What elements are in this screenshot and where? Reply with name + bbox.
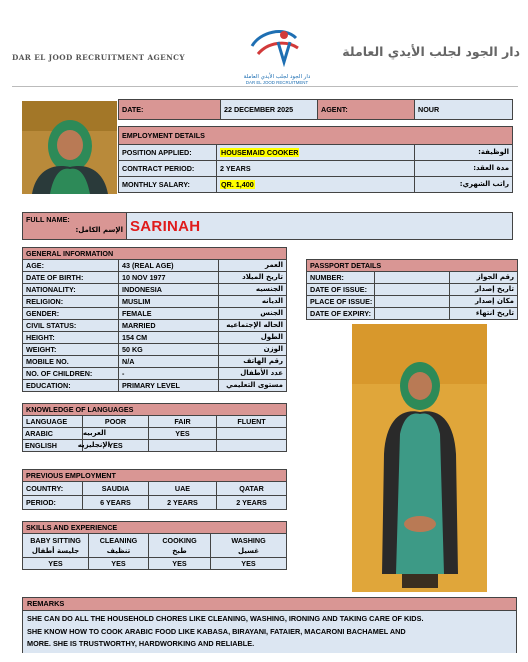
table-row [23,440,287,452]
lang-arabic-fluent [217,428,287,440]
previous-employment-table [22,469,287,510]
general-label-3: RELIGION: [23,296,119,308]
general-ar-7: الوزن [219,344,287,356]
general-ar-5: الحاله الإجتماعيه [219,320,287,332]
skill-babysitting-en: BABY SITTING [30,535,81,545]
general-label-2: NATIONALITY: [23,284,119,296]
skills-title: SKILLS AND EXPERIENCE [23,522,287,534]
salary-label: MONTHLY SALARY: [119,177,217,193]
period-2: 2 YEARS [149,496,217,510]
languages-title: KNOWLEDGE OF LANGUAGES [23,404,287,416]
skill-cooking-en: COOKING [162,535,197,545]
general-value-1: 10 NOV 1977 [119,272,219,284]
table-row [23,272,287,284]
lang-english-poor: YES [83,440,149,452]
employment-details-title: EMPLOYMENT DETAILS [119,127,513,145]
date-value: 22 DECEMBER 2025 [221,100,318,120]
applicant-photo-headshot [22,101,117,194]
lang-english-ar: الإنجليزيه [77,441,110,449]
lang-arabic-ar: العربيه [82,429,106,437]
salary-label-ar: راتب الشهري: [415,177,513,193]
applicant-photo-fullbody [352,324,487,592]
table-row [23,368,287,380]
full-name-label-cell [23,213,127,240]
table-row [23,482,287,496]
period-1: 6 YEARS [83,496,149,510]
general-ar-8: رقم الهاتف [219,356,287,368]
salary-value-cell [217,177,415,193]
table-row [307,296,518,308]
general-label-9: NO. OF CHILDREN: [23,368,119,380]
remarks-section [22,597,517,653]
passport-value-2 [375,296,450,308]
header-rule [12,86,518,87]
full-name-label-ar: الإسم الكامل: [75,226,123,234]
contract-value: 2 YEARS [217,161,415,177]
table-row [23,296,287,308]
lang-header-fair: FAIR [149,416,217,428]
passport-ar-1: تاريخ إصدار [450,284,518,296]
general-ar-10: مستوى التعليمي [219,380,287,392]
table-row [23,534,287,558]
period-3: 2 YEARS [217,496,287,510]
passport-value-3 [375,308,450,320]
date-agent-table [118,99,513,120]
table-row [23,260,287,272]
lang-arabic-fair: YES [149,428,217,440]
table-row [307,284,518,296]
general-ar-1: تاريخ الميلاد [219,272,287,284]
full-name-label: FULL NAME: [26,215,70,224]
general-ar-6: الطول [219,332,287,344]
skill-babysitting-ar: جليسة أطفال [31,546,80,555]
table-row [23,332,287,344]
general-ar-2: الجنسيه [219,284,287,296]
country-2: UAE [149,482,217,496]
lang-header-language: LANGUAGE [23,416,83,428]
table-row [307,272,518,284]
logo-icon [238,24,316,72]
general-label-1: DATE OF BIRTH: [23,272,119,284]
agency-name-en: DAR EL JOOD RECRUITMENT AGENCY [12,53,185,62]
remarks-line-3: MORE. SHE IS TRUSTWORTHY, HARDWORKING AND RELIABLE. [27,639,255,648]
skill-cleaning [89,534,149,558]
skill-cleaning-value: YES [89,558,149,570]
period-label: PERIOD: [23,496,83,510]
lang-header-fluent: FLUENT [217,416,287,428]
table-row [23,320,287,332]
skill-cleaning-ar: تنظيف [106,546,131,555]
lang-english-fair [149,440,217,452]
skill-cooking-ar: طبخ [172,546,187,555]
table-row [23,428,287,440]
position-label-ar: الوظيفة: [415,145,513,161]
passport-value-1 [375,284,450,296]
passport-value-0 [375,272,450,284]
table-row [23,380,287,392]
general-value-0: 43 (REAL AGE) [119,260,219,272]
country-3: QATAR [217,482,287,496]
full-name-value: SARINAH [127,213,513,240]
lang-english: ENGLISH [25,441,57,450]
lang-arabic: ARABIC [25,429,53,438]
passport-label-2: PLACE OF ISSUE: [307,296,375,308]
position-value: HOUSEMAID COOKER [221,148,299,157]
country-1: SAUDIA [83,482,149,496]
lang-english-cell [23,440,110,452]
languages-table [22,403,287,452]
salary-value: QR. 1,400 [221,180,254,189]
country-label: COUNTRY: [23,482,83,496]
general-value-8: N/A [119,356,219,368]
general-label-10: EDUCATION: [23,380,119,392]
general-label-0: AGE: [23,260,119,272]
passport-label-1: DATE OF ISSUE: [307,284,375,296]
general-ar-3: الديانه [219,296,287,308]
table-row [23,558,287,570]
remarks-line-2: SHE KNOW HOW TO COOK ARABIC FOOD LIKE KABASA, BIRAYANI, FATAIER, MACARONI BACHAMEL AND [27,626,406,636]
passport-table [306,259,518,320]
general-value-5: MARRIED [119,320,219,332]
contract-label: CONTRACT PERIOD: [119,161,217,177]
table-row [23,356,287,368]
remarks-line-1: SHE CAN DO ALL THE HOUSEHOLD CHORES LIKE CLEANING, WASHING, IRONING AND TAKING CARE OF KIDS. [27,614,424,623]
skill-washing [211,534,287,558]
full-name-table [22,212,513,240]
passport-ar-3: تاريخ انتهاء [450,308,518,320]
date-label: DATE: [119,100,221,120]
passport-ar-2: مكان إصدار [450,296,518,308]
remarks-body [23,611,516,653]
general-value-7: 50 KG [119,344,219,356]
lang-english-fluent [217,440,287,452]
agency-logo [238,24,316,86]
general-info-title: GENERAL INFORMATION [23,248,287,260]
skill-babysitting [23,534,89,558]
table-row [307,308,518,320]
general-ar-0: العمر [219,260,287,272]
general-value-4: FEMALE [119,308,219,320]
general-info-table [22,247,287,392]
passport-label-3: DATE OF EXPIRY: [307,308,375,320]
general-ar-4: الجنس [219,308,287,320]
agent-value: NOUR [415,100,513,120]
general-label-7: WEIGHT: [23,344,119,356]
passport-label-0: NUMBER: [307,272,375,284]
general-label-8: MOBILE NO. [23,356,119,368]
skill-cooking [149,534,211,558]
lang-header-poor: POOR [83,416,149,428]
table-row [23,344,287,356]
passport-ar-0: رقم الجواز [450,272,518,284]
agent-label: AGENT: [318,100,415,120]
agency-name-ar: دار الجود لجلب الأيدي العاملة [342,44,520,59]
employment-details-table [118,126,513,193]
general-value-3: MUSLIM [119,296,219,308]
table-row [119,161,513,177]
table-row [23,284,287,296]
skill-washing-value: YES [211,558,287,570]
skill-cleaning-en: CLEANING [99,535,138,545]
table-row [23,308,287,320]
passport-title: PASSPORT DETAILS [307,260,518,272]
general-value-10: PRIMARY LEVEL [119,380,219,392]
lang-arabic-cell [23,428,106,440]
general-label-4: GENDER: [23,308,119,320]
table-row [119,145,513,161]
skill-cooking-value: YES [149,558,211,570]
table-row [23,496,287,510]
position-value-cell [217,145,415,161]
general-value-2: INDONESIA [119,284,219,296]
skills-table [22,521,287,570]
skill-babysitting-value: YES [23,558,89,570]
logo-text-en: DAR EL JOOD RECRUITMENT [245,80,309,85]
previous-employment-title: PREVIOUS EMPLOYMENT [23,470,287,482]
general-label-6: HEIGHT: [23,332,119,344]
general-ar-9: عدد الأطفال [219,368,287,380]
skill-washing-ar: غسيل [237,546,259,555]
logo-text-ar: دار الجود لجلب الأيدي العاملة [243,74,311,80]
position-label: POSITION APPLIED: [119,145,217,161]
general-label-5: CIVIL STATUS: [23,320,119,332]
table-row [23,416,287,428]
general-value-6: 154 CM [119,332,219,344]
contract-label-ar: مدة العقد: [415,161,513,177]
remarks-title: REMARKS [23,598,516,611]
skill-washing-en: WASHING [231,535,266,545]
general-value-9: - [119,368,219,380]
table-row [119,177,513,193]
